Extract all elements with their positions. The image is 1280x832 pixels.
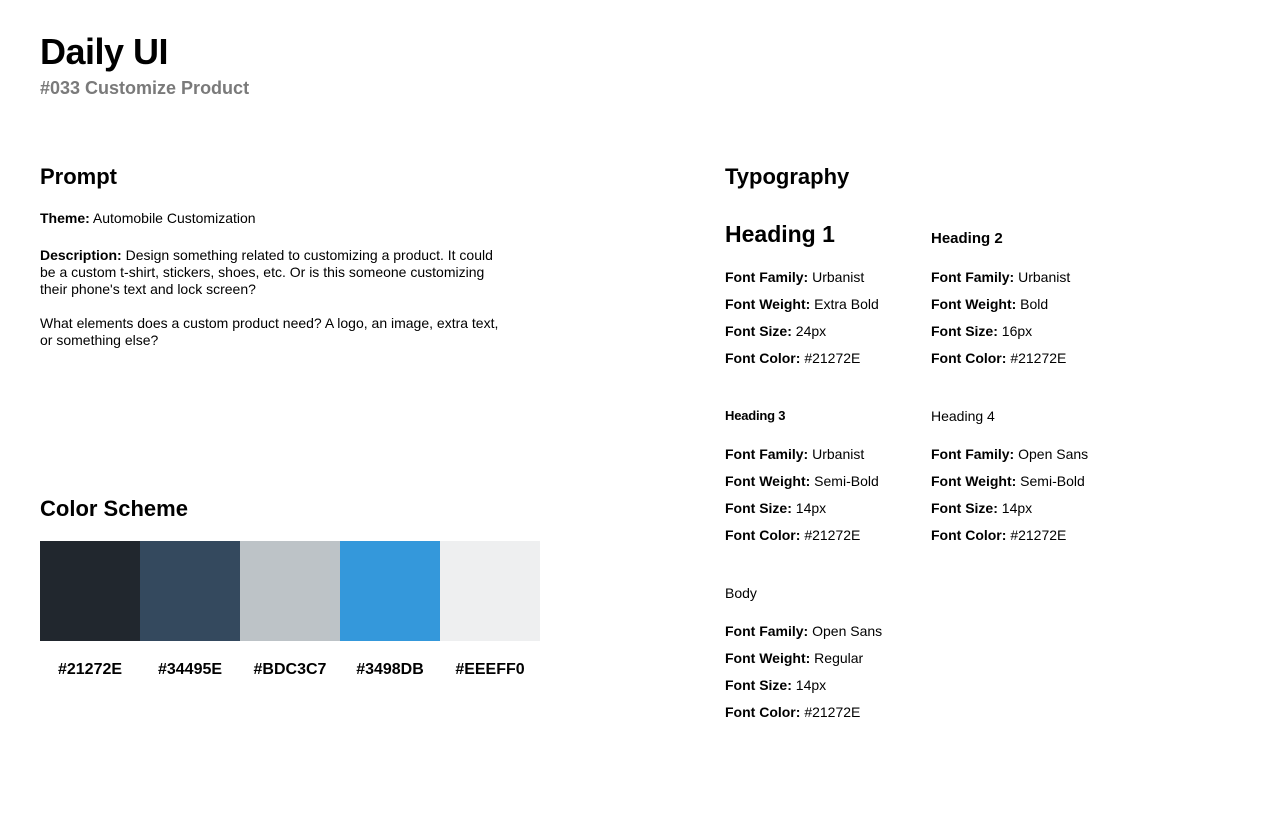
description-value: Design something related to customizing a product. It could be a custom t-shirt, stickers, shoes, etc. Or is this someone customizing their phone's text and lock screen? [40,247,493,297]
spec-font-size: Font Size: 16px [931,323,1033,339]
description-label: Description: [40,247,122,263]
heading-2-specs [931,268,1070,376]
spec-font-size: Font Size: 14px [725,500,827,516]
body-sample: Body [725,585,757,601]
page-title: Daily UI [40,31,169,72]
spec-font-family: Font Family: Urbanist [931,269,1071,285]
color-label: #BDC3C7 [253,661,327,678]
prompt-theme [40,210,510,227]
color-label: #21272E [57,661,123,678]
spec-font-weight: Font Weight: Extra Bold [725,296,879,312]
spec-font-family: Font Family: Urbanist [725,446,865,462]
color-label: #3498DB [356,661,424,678]
spec-font-color: Font Color: #21272E [931,527,1067,543]
spec-font-color: Font Color: #21272E [725,704,861,720]
color-swatch [340,541,440,641]
heading-4-specs [931,445,1088,553]
spec-font-color: Font Color: #21272E [725,350,861,366]
spec-font-family: Font Family: Urbanist [725,269,865,285]
theme-label: Theme: [40,210,90,226]
heading-1-sample: Heading 1 [725,221,835,247]
spec-font-weight: Font Weight: Bold [931,296,1049,312]
color-label: #EEEFF0 [455,661,525,678]
heading-2-sample: Heading 2 [931,230,1003,247]
spec-font-weight: Font Weight: Regular [725,650,864,666]
spec-font-size: Font Size: 14px [931,500,1033,516]
prompt-question: What elements does a custom product need? A logo, an image, extra text, or something else? [40,315,499,348]
spec-font-weight: Font Weight: Semi-Bold [725,473,879,489]
color-swatch [440,541,540,641]
body-specs [725,622,882,730]
color-labels [40,660,540,680]
heading-4-sample: Heading 4 [931,408,995,424]
heading-3-specs [725,445,879,553]
color-swatch [240,541,340,641]
spec-font-family: Font Family: Open Sans [725,623,883,639]
spec-font-family: Font Family: Open Sans [931,446,1089,462]
spec-font-size: Font Size: 14px [725,677,827,693]
color-scheme-heading: Color Scheme [40,496,188,521]
color-swatch [40,541,140,641]
typography-heading: Typography [725,164,850,189]
color-label: #34495E [157,661,223,678]
color-swatch [140,541,240,641]
heading-3-sample: Heading 3 [725,408,786,423]
spec-font-color: Font Color: #21272E [931,350,1067,366]
page-subtitle: #033 Customize Product [40,78,250,98]
prompt-description [40,247,510,298]
spec-font-color: Font Color: #21272E [725,527,861,543]
spec-font-weight: Font Weight: Semi-Bold [931,473,1085,489]
theme-value: Automobile Customization [92,210,256,226]
heading-1-specs [725,268,879,376]
prompt-heading: Prompt [40,164,117,189]
spec-font-size: Font Size: 24px [725,323,827,339]
color-swatches [40,541,540,641]
